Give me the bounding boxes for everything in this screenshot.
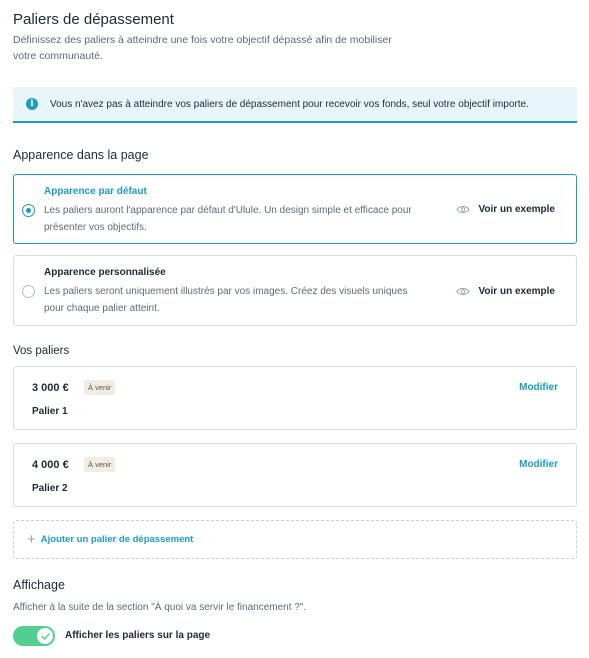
add-tier-button[interactable] [13,520,577,559]
tier-card [13,366,577,430]
tiers-heading: Vos paliers [13,345,70,357]
eye-icon [456,287,470,296]
info-banner-text: Vous n'avez pas à atteindre vos paliers de dépassement pour recevoir vos fonds, seul votre objectif importe. [50,98,529,110]
status-badge: À venir [84,457,115,472]
option-title: Apparence par défaut [44,186,147,197]
info-icon: i [26,98,38,110]
check-icon [37,628,53,644]
plus-icon: + [27,531,36,548]
modify-button[interactable]: Modifier [519,382,558,393]
appearance-option-default[interactable] [13,174,577,244]
radio-default[interactable] [22,204,35,217]
tier-amount: 3 000 € [32,382,69,394]
display-heading: Affichage [13,578,65,592]
option-title: Apparence personnalisée [44,267,166,278]
info-banner [13,87,577,123]
display-hint: Afficher à la suite de la section "À quoi va servir le financement ?". [13,602,307,613]
tier-card [13,443,577,507]
view-example-label: Voir un exemple [478,204,555,215]
radio-custom[interactable] [22,285,35,298]
appearance-heading: Apparence dans la page [13,148,149,162]
modify-button[interactable]: Modifier [519,459,558,470]
option-description: Les paliers seront uniquement illustrés par vos images. Créez des visuels uniques pour chaque palier atteint. [44,286,408,314]
add-tier-label: Ajouter un palier de dépassement [40,534,194,545]
tier-amount: 4 000 € [32,459,69,471]
page-subtitle: Définissez des paliers à atteindre une fois votre objectif dépassé afin de mobiliser votre communauté. [13,34,392,62]
tier-name: Palier 1 [32,406,68,417]
status-badge: À venir [84,380,115,395]
appearance-option-custom[interactable] [13,255,577,326]
view-example-label: Voir un exemple [478,286,555,297]
display-toggle[interactable] [13,626,55,646]
eye-icon [456,205,470,214]
option-description: Les paliers auront l'apparence par défaut d'Ulule. Un design simple et efficace pour présenter vos objectifs. [44,205,412,233]
view-example-link[interactable] [456,286,555,297]
page-title: Paliers de dépassement [13,11,174,28]
toggle-label: Afficher les paliers sur la page [65,630,211,641]
view-example-link[interactable] [456,204,555,215]
tier-name: Palier 2 [32,483,68,494]
